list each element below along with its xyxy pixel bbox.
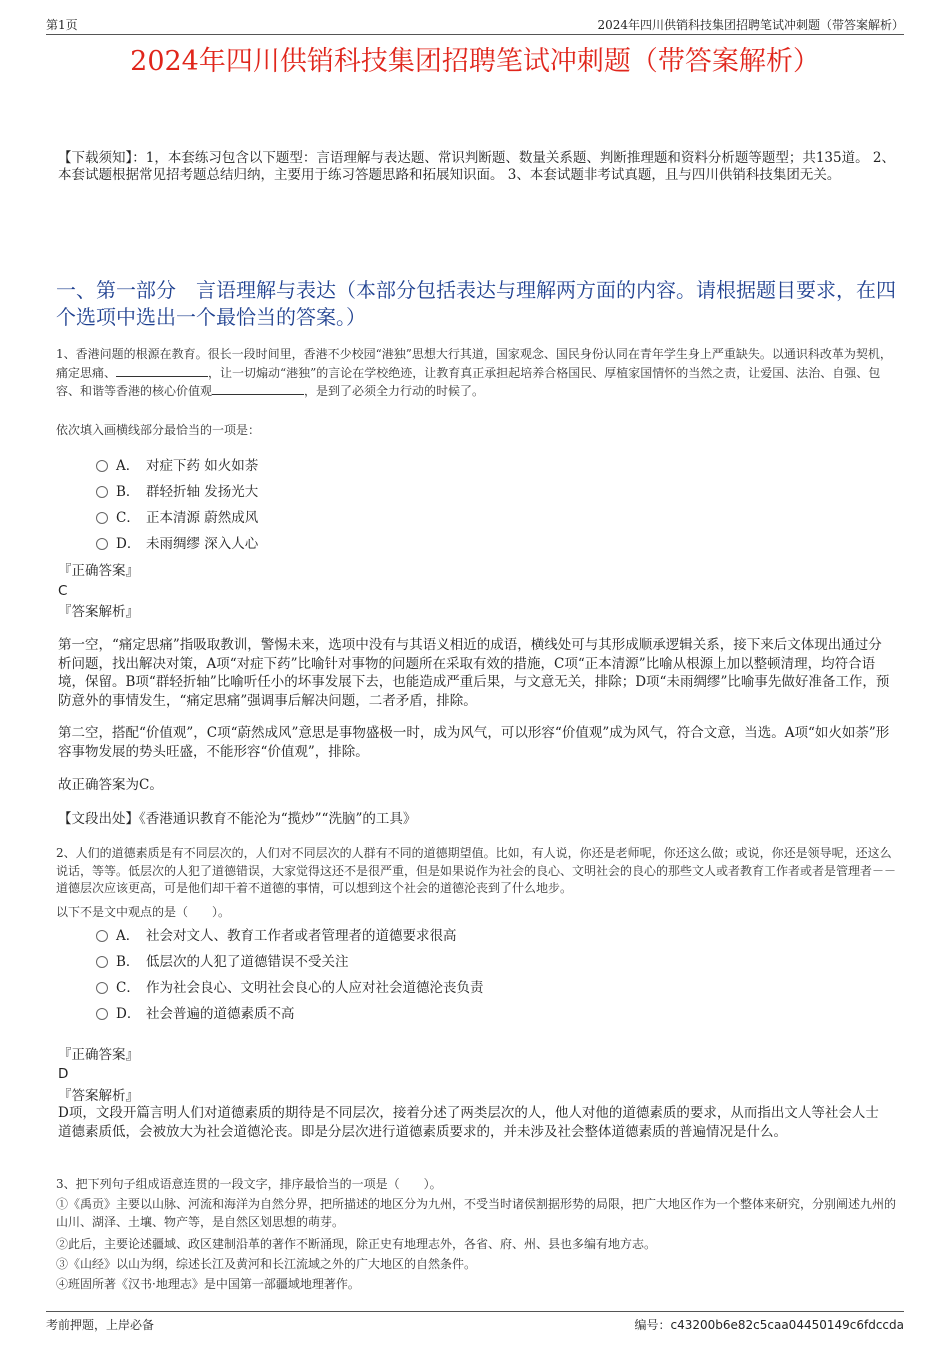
radio-icon[interactable] [96,982,108,994]
question-1-prompt: 依次填入画横线部分最恰当的一项是： [56,423,261,437]
radio-icon[interactable] [96,460,108,472]
radio-icon[interactable] [96,512,108,524]
page-footer [46,1311,904,1336]
q1-answer-label: 『正确答案』 [58,563,139,579]
question-1-stem [56,346,896,401]
q2-option-b[interactable]: B． 低层次的人犯了道德错误不受关注 [96,953,349,971]
question-3-stem: 3、把下列句子组成语意连贯的一段文字，排序最恰当的一项是（ ）。 [56,1177,442,1191]
q2-option-c[interactable]: C． 作为社会良心、文明社会良心的人应对社会道德沦丧负责 [96,979,484,997]
radio-icon[interactable] [96,486,108,498]
q3-item-1: ①《禹贡》主要以山脉、河流和海洋为自然分界，把所描述的地区分为九州，不受当时诸侯割据形势的局限，把广大地区作为一个整体来研究，分别阐述九州的山川、湖泽、土壤、物产等，是自然区划思想的萌芽。 [56,1197,897,1229]
q2-analysis-label: 『答案解析』 [58,1088,139,1104]
page-header [46,14,904,35]
radio-icon[interactable] [96,538,108,550]
footer-slogan: 考前押题，上岸必备 [46,1318,155,1332]
q1-option-c[interactable]: C． 正本清源 蔚然成风 [96,509,258,527]
download-notice: 【下载须知】：1，本套练习包含以下题型：言语理解与表达题、常识判断题、数量关系题、判断推理题和资料分析题等题型；共135道。 2、本套试题根据常见招考题总结归纳，主要用于练习答题思路和拓展知识面。 3、本套试题非考试真题，且与四川供销科技集团无关。 [58,150,895,183]
radio-icon[interactable] [96,956,108,968]
header-doc-title: 2024年四川供销科技集团招聘笔试冲刺题（带答案解析） [597,18,904,32]
fill-blank-1 [116,364,208,377]
page-number: 第1页 [46,18,78,32]
q1-text-3: ，是到了必须全力行动的时候了。 [304,384,485,398]
q2-analysis-paragraph: D项，文段开篇言明人们对道德素质的期待是不同层次，接着分述了两类层次的人，他人对他的道德素质的要求，从而指出文人等社会人士道德素质低，会被放大为社会道德沦丧。即是分层次进行道德素质要求的，并未涉及社会整体道德素质的普遍情况是什么。 [58,1105,879,1140]
question-2-prompt: 以下不是文中观点的是（ ）。 [56,905,231,919]
page-title: 2024年四川供销科技集团招聘笔试冲刺题（带答案解析） [130,46,820,77]
question-2-stem: 2、人们的道德素质是有不同层次的，人们对不同层次的人群有不同的道德期望值。比如，有人说，你还是老师呢，你还这么做；或说，你还是领导呢，还这么说话，等等。低层次的人犯了道德错误，大家觉得这还不是很严重，但是如果说作为社会的良心、文明社会的良心的那些文人或者教育工作者或者是管理者－－道德层次应该更高，可是他们却干着不道德的事情，可以想到这个社会的道德沦丧到了什么地步。 [56,846,897,895]
q2-answer: D [58,1066,69,1082]
q2-option-d[interactable]: D． 社会普遍的道德素质不高 [96,1005,295,1023]
q1-text-2: ，让一切煽动“港独”的言论在学校绝迹，让教育真正承担起培养合格国民、厚植家国情怀的当然之责，让爱国、法治、自强、包容、和谐等香港的核心价值观 [56,365,881,398]
q1-analysis-paragraph: 第二空，搭配“价值观”，C项“蔚然成风”意思是事物盛极一时，成为风气，可以形容“价值观”成为风气，符合文意，当选。A项“如火如荼”形容事物发展的势头旺盛，不能形容“价值观”，排除。 [58,725,890,760]
q1-source: 【文段出处】《香港通识教育不能沦为“揽炒”“洗脑”的工具》 [58,811,417,827]
q3-item-2: ②此后，主要论述疆域、政区建制沿革的著作不断涌现，除正史有地理志外，各省、府、州、县也多编有地方志。 [56,1237,657,1251]
q1-analysis-label: 『答案解析』 [58,604,139,620]
q3-item-3: ③《山经》以山为纲，综述长江及黄河和长江流域之外的广大地区的自然条件。 [56,1257,477,1271]
q1-text-1: 1、香港问题的根源在教育。很长一段时间里，香港不少校园“港独”思想大行其道，国家观念、国民身份认同在青年学生身上严重缺失。以通识科改革为契机，痛定思痛、 [56,347,892,380]
q1-option-b[interactable]: B． 群轻折轴 发扬光大 [96,483,258,501]
section-heading: 一、第一部分 言语理解与表达（本部分包括表达与理解两方面的内容。请根据题目要求，在四个选项中选出一个最恰当的答案。） [56,278,896,329]
q1-analysis-paragraph: 故正确答案为C。 [58,777,163,793]
q2-option-a[interactable]: A． 社会对文人、教育工作者或者管理者的道德要求很高 [96,927,457,945]
q1-analysis-paragraph: 第一空，“痛定思痛”指吸取教训，警惕未来，选项中没有与其语义相近的成语，横线处可与其形成顺承逻辑关系，接下来后文体现出通过分析问题，找出解决对策，A项“对症下药”比喻针对事物的问题所在采取有效的措施，C项“正本清源”比喻从根源上加以整顿清理，均符合语境，保留。B项“群轻折轴”比喻听任小的坏事发展下去，也能造成严重后果，与文意无关，排除；D项“未雨绸缪”比喻事先做好准备工作，预防意外的事情发生，“痛定思痛”强调事后解决问题，二者矛盾，排除。 [58,637,890,709]
footer-code: 编号：c43200b6e82c5caa04450149c6fdccda [634,1318,904,1332]
q3-item-4: ④班固所著《汉书·地理志》是中国第一部疆域地理著作。 [56,1277,360,1291]
q2-answer-label: 『正确答案』 [58,1047,139,1063]
fill-blank-2 [212,382,304,395]
q1-answer: C [58,583,68,599]
radio-icon[interactable] [96,1008,108,1020]
q1-option-a[interactable]: A． 对症下药 如火如荼 [96,457,258,475]
radio-icon[interactable] [96,930,108,942]
q1-option-d[interactable]: D． 未雨绸缪 深入人心 [96,535,258,553]
